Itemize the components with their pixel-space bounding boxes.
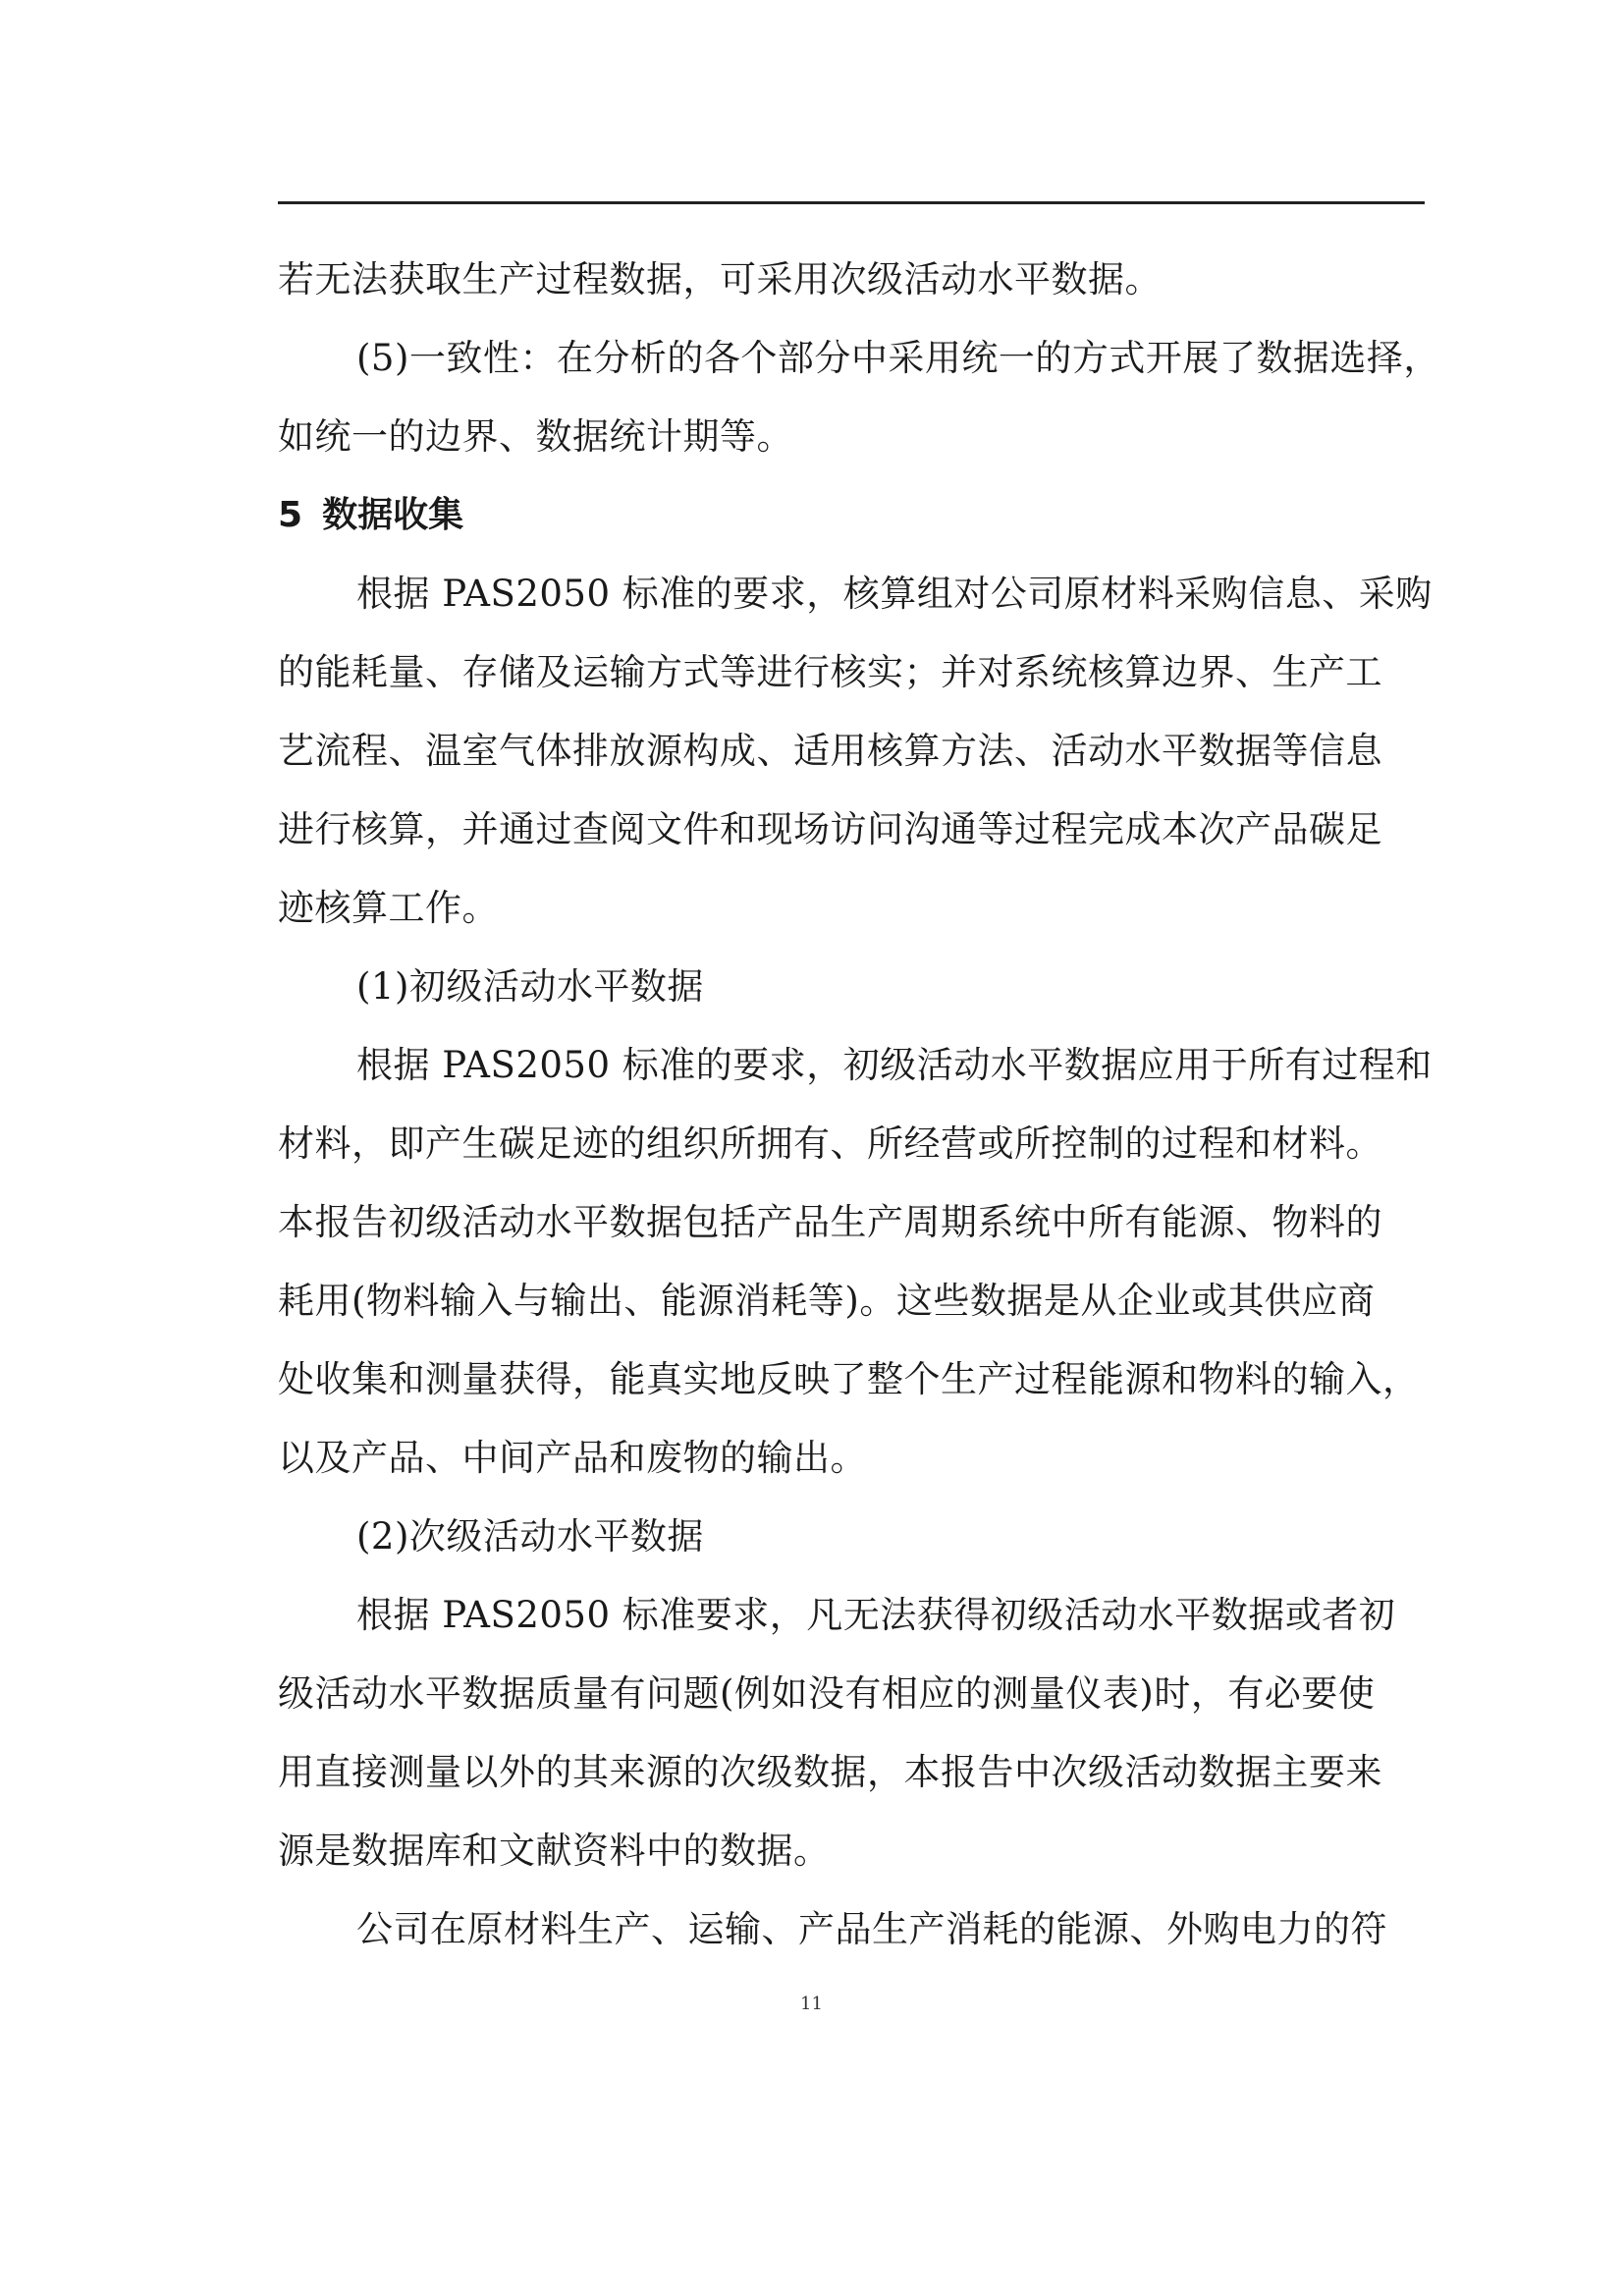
text-line: 如统一的边界、数据统计期等。 [278,415,793,458]
subheading-line: (1)初级活动水平数据 [356,965,704,1008]
page-number: 11 [800,1994,823,2014]
header-rule [278,201,1425,204]
text-line: 本报告初级活动水平数据包括产品生产周期系统中所有能源、物料的 [278,1201,1382,1243]
text-line: 用直接测量以外的其来源的次级数据，本报告中次级活动数据主要来 [278,1751,1382,1793]
text-line: 级活动水平数据质量有问题(例如没有相应的测量仪表)时，有必要使 [278,1672,1376,1715]
text-line: 根据 PAS2050 标准要求，凡无法获得初级活动水平数据或者初 [356,1594,1396,1636]
text-line: 艺流程、温室气体排放源构成、适用核算方法、活动水平数据等信息 [278,730,1382,772]
section-number: 5 [278,495,303,535]
subheading-line: (2)次级活动水平数据 [356,1515,704,1558]
text-line: 迹核算工作。 [278,887,499,929]
text-line: 根据 PAS2050 标准的要求，核算组对公司原材料采购信息、采购 [356,573,1433,615]
section-title: 数据收集 [322,495,464,535]
text-line: 若无法获取生产过程数据，可采用次级活动水平数据。 [278,258,1162,301]
page-content [278,241,1440,1969]
text-line: 根据 PAS2050 标准的要求，初级活动水平数据应用于所有过程和 [356,1044,1433,1086]
text-line: 公司在原材料生产、运输、产品生产消耗的能源、外购电力的符 [356,1908,1387,1950]
text-line: 材料，即产生碳足迹的组织所拥有、所经营或所控制的过程和材料。 [278,1122,1382,1165]
section-heading [278,476,1425,555]
text-line: 进行核算，并通过查阅文件和现场访问沟通等过程完成本次产品碳足 [278,808,1382,850]
text-line: 源是数据库和文献资料中的数据。 [278,1830,831,1872]
text-line: 的能耗量、存储及运输方式等进行核实；并对系统核算边界、生产工 [278,651,1382,693]
text-line: 处收集和测量获得，能真实地反映了整个生产过程能源和物料的输入， [278,1358,1420,1400]
text-line: (5)一致性：在分析的各个部分中采用统一的方式开展了数据选择， [356,337,1440,379]
text-line: 耗用(物料输入与输出、能源消耗等)。这些数据是从企业或其供应商 [278,1280,1376,1322]
text-line: 以及产品、中间产品和废物的输出。 [278,1437,867,1479]
